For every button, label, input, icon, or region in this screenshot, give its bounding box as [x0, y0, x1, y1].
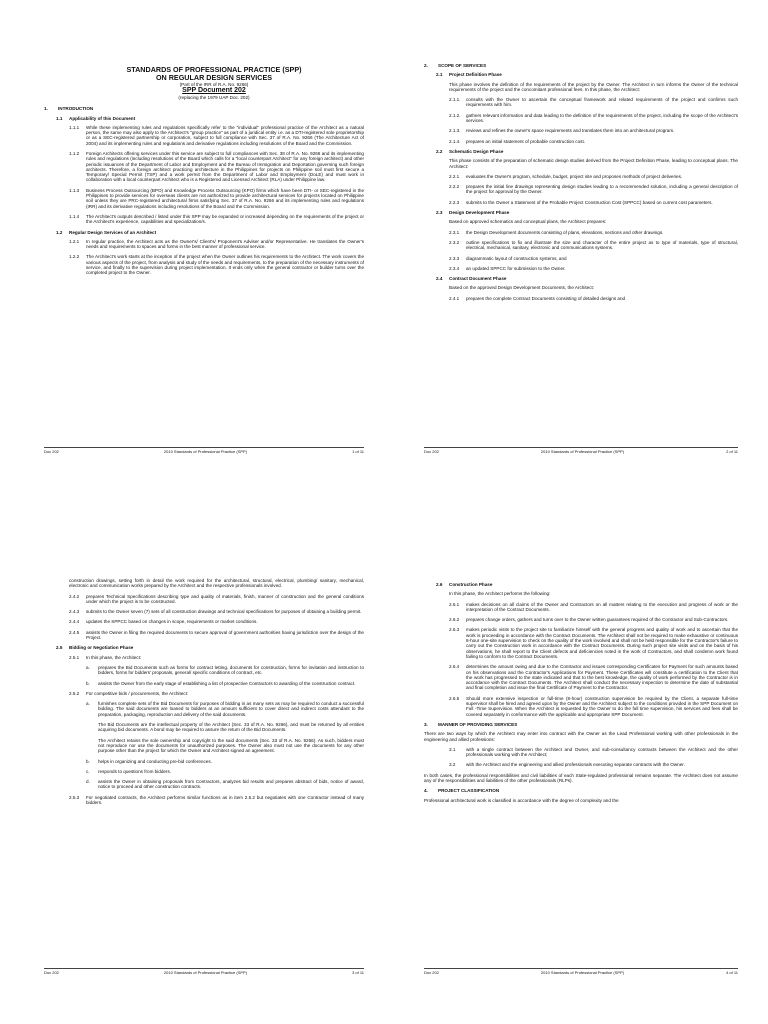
- subsection-heading: 1.1 Applicability of this Document: [56, 115, 136, 121]
- clause-item: 2.6.5 Should more extensive inspection or full-time (8-hour) construction supervision be required by the Client, a separate full-time supervisor shall be hired and agreed upon by the Owner and the Architect subject to the conditions provided in the SPP Document on Full -Time Supervision. When the Architect is requested by the Owner to do the full time supervision, his services and fees shall be covered separately in conformance with the applicable and appropriate SPP Document.: [449, 695, 738, 717]
- page-3: [0, 512, 384, 1024]
- subsection-heading: 1.2 Regular Design Services of an Architect: [56, 229, 157, 235]
- page-footer: [424, 968, 738, 975]
- clause-item: 2.4.5 assists the Owner in filing the required documents to secure approval of government authorities having jurisdiction over the design of the Project.: [69, 629, 364, 641]
- subsection-heading: 2.2 Schematic Design Phase: [436, 148, 504, 154]
- clause-item: 2.5.2 For competitive bids / procurements, the Architect:: [69, 690, 189, 696]
- page-footer: [44, 968, 364, 975]
- clause-item: 2.1.3. reviews and refines the owner's space requirements and translates them into an architectural program.: [449, 128, 675, 134]
- paragraph: Based on approved schematics and conceptual plans, the Architect prepares:: [449, 219, 607, 225]
- document-title-block: [64, 66, 364, 100]
- footer-page-number: 4 of 11: [726, 970, 738, 975]
- section-heading: 3. MANNER OF PROVIDING SERVICES: [424, 721, 518, 727]
- section-heading: 1. INTRODUCTION: [44, 106, 94, 112]
- clause-item: 2.6.1 makes decisions on all claims of the Owner and Contractors on all matters relating to the execution and progress of work or the interpretation of the Contract Documents.: [449, 601, 738, 612]
- clause-item: 2.5.1 In this phase, the Architect:: [69, 654, 142, 660]
- page-footer: [424, 447, 738, 454]
- footer-doc: Doc 202: [424, 449, 439, 454]
- clause-item: 2.6.3 makes periodic visits to the project site to familiarize himself with the general progress and quality of work and to ascertain that the work is proceeding in accordance with the Contract Documents. The Architect shall not be required to make exhaustive or continuous 8-hour one-site supervision to check on the quality of the work involved and shall not be held responsible for the Contractor's failure to carry out the Construction work in accordance with the Contract Documents. During such project site visits and on the basis of his observations, he shall report to the Client defects and deficiencies noted in the work of Contractors, and shall condemn work found failing to conform to the Contract Documents.: [449, 627, 738, 659]
- document-part-of: (Part of the IRR of R.A. No. 9266): [179, 82, 249, 87]
- section-heading: 2. SCOPE OF SERVICES: [424, 63, 487, 68]
- page-4: [384, 512, 768, 1024]
- paragraph: There are two ways by which the Architect may enter into contract with the Owner as the Lead Professional working with other professionals in the engineering and allied professions:: [424, 731, 738, 742]
- clause-item: 2.2.3 submits to the Owner a Statement of the Probable Project Construction Cost (SPPCC) based on current cost parameters.: [449, 199, 713, 205]
- page-footer: [44, 447, 364, 454]
- list-item: b. assists the Owner from the early stage of establishing a list of prospective Contractors to awarding of the construction contract.: [86, 680, 356, 686]
- subsection-heading: 2.5 Bidding or Negotiation Phase: [56, 645, 134, 651]
- footer-doc: Doc 202: [44, 449, 59, 454]
- clause-item: 1.2.1 In regular practice, the Architect acts as the Owner's/ Client's/ Proponent's Adviser and/or Representative. He translates the Owner's needs and requirements to spaces and forms in the best manner of professional service.: [69, 238, 364, 250]
- footer-page-number: 2 of 11: [726, 449, 738, 454]
- clause-item: 2.3.2 outline specifications to fix and illustrate the size and character of the entire project as to type of materials, type of structural, electrical, mechanical, sanitary, electronic and communications systems.: [449, 239, 738, 251]
- paragraph: Based on the approved Design Development Documents, the Architect:: [449, 285, 595, 291]
- clause-item: 2.1.1. consults with the Owner to ascertain the conceptual framework and related requirements of the project and confirms such requirements with him.: [449, 97, 738, 108]
- footer-title: 2010 Standards of Professional Practice (SPP): [163, 449, 248, 454]
- subsection-heading: 2.4 Contract Document Phase: [436, 276, 507, 282]
- list-item: a. prepares the Bid Documents such as forms for contract letting, documents for construction, forms for invitation and instruction to bidders, forms for bidders' proposals, general/ specific conditions of contract, etc.: [86, 664, 364, 676]
- clause-item: 3.2 with the Architect and the engineering and allied professionals executing separate contracts with the Owner.: [449, 762, 685, 768]
- paragraph: In both cases, the professional responsibilities and civil liabilities of each State-regulated professional remains separate. The Architect does not assume any of the responsibilities and liabilities of the other professionals (RLPs).: [424, 772, 738, 784]
- paragraph: In this phase, the Architect performs the following:: [449, 591, 551, 597]
- section-heading: 4. PROJECT CLASSIFICATION: [424, 788, 500, 794]
- footer-title: 2010 Standards of Professional Practice (SPP): [540, 449, 625, 454]
- clause-item: 2.3.1 the Design Development documents consisting of plans, elevations, sections and other drawings.: [449, 229, 664, 235]
- subsection-heading: 2.1 Project Definition Phase: [436, 72, 502, 78]
- paragraph: Professional architectural work is classified in accordance with the degree of complexity and the: [424, 797, 619, 803]
- list-item: b. helps in organizing and conducting pre-bid conferences.: [86, 758, 212, 764]
- list-item: c. responds to questions from bidders.: [86, 768, 172, 774]
- paragraph-continuation: construction drawings, setting forth in detail the work required for the architectural, structural, electrical, plumbing/ sanitary, mechanical, electronic and communication works prepared by the Architect and the respective professionals involved.: [69, 578, 364, 589]
- clause-item: 2.2.1 evaluates the Owner's program, schedule, budget, project site and proposes methods of project deliveries.: [449, 173, 683, 179]
- clause-item: 2.3.4 an updated SPPCC for submission to the Owner.: [449, 265, 566, 271]
- subsection-heading: 2.6 Construction Phase: [436, 582, 493, 587]
- clause-item: 2.4.3 submits to the Owner seven (7) sets of all construction drawings and technical specifications for purposes of obtaining a building permit.: [69, 609, 362, 615]
- clause-item: 2.3.3 diagrammatic layout of construction systems, and: [449, 255, 567, 261]
- footer-page-number: 1 of 11: [352, 449, 364, 454]
- clause-item: 2.6.4 determines the amount owing and due to the Contractor and issues corresponding Certificates for Payment for such amounts based on his observations and the Contractor's Applications for Payment. These Certificates will constitute a certification to the Client that the work has progressed to the state indicated and that to the best knowledge, the quality of work performed by the Contractor is in accordance with the Contract Documents. The Architect shall conduct the necessary inspection to determine the date of substantial and final completion and issue the final Certificate of Payment to the Contractor.: [449, 664, 738, 691]
- list-item: a. furnishes complete sets of the Bid Documents for purposes of bidding in as many sets as may be required to conduct a successful bidding. The said documents are loaned to bidders at an amount sufficient to cover direct and indirect costs attendant to the preparation, packaging, reproduction and delivery of the said documents.: [86, 701, 364, 717]
- document-number: SPP Document 202: [182, 87, 246, 95]
- clause-item: 1.1.2 Foreign Architects offering services under this service are subject to full compliances with Sec. 38 of R.A. No. 9266 and its implementing rules and regulations (including resolutions of the Board which calls for a "local counterpart Architect" for any foreign architect) and other periodic issuances of the Department of Labor and Employment and the Bureau of Immigration and Deportation governing such foreign architects. Therefore, a foreign architect practicing architecture in the Philippines for projects on Philippine soil must first secure a Temporary/ Special Permit (TSP) and a work permit from the Department of Labor and Employment (DoLE) and must work in collaboration with a local counterpart Architect who is a Registered and Licensed Architect (RLA) under Philippine law.: [69, 150, 364, 183]
- clause-item: 2.4.1 prepares the complete Contract Documents consisting of detailed designs and: [449, 295, 626, 301]
- paragraph: The Architect retains the sole ownership and copyright to the said documents (Sec. 33 of R.A. No. 9266). As such, bidders must not reproduce nor use the documents for unauthorized purposes. The Owner also must not use the documents for any other purpose other than the project for which the Owner and Architect signed an agreement.: [98, 737, 364, 754]
- clause-item: 1.1.4 The Architect's outputs described / listed under this SPP may be expanded or increased depending on the requirements of the project or the Architect's experience, capabilities and specialization/s.: [69, 213, 364, 225]
- paragraph: This phase involves the definition of the requirements of the project by the Owner. The Architect in turn informs the Owner of the technical requirements of the project and the concomitant professional fees. In this phase, the Architect:: [449, 81, 738, 92]
- clause-item: 2.4.4 updates the SPPCC based on changes in scope, requirements or market conditions.: [69, 619, 258, 625]
- clause-item: 1.1.3 Business Process Outsourcing (BPO) and Knowledge Process Outsourcing (KPO) firms which have been DTI- or SEC-registered in the Philippines to provide services for overseas clients are not authorized to provide architectural services for projects located on Philippine soil unless they are PRC-registered architectural firms satisfying Sec. 37 of R.A. No. 9266 and its implementing rules and regulations (IRR) and its derivative regulations including resolutions of the Board and the Commission.: [69, 187, 364, 209]
- document-title: STANDARDS OF PROFESSIONAL PRACTICE (SPP): [126, 65, 302, 74]
- paragraph: The Bid Documents are the intellectual property of the Architect (Sec. 33 of R.A. No. 9266), and must be returned by all entities acquiring bid documents. A bond may be required to assure the return of the Bid Documents.: [98, 722, 364, 733]
- footer-title: 2010 Standards of Professional Practice (SPP): [163, 970, 248, 975]
- document-subtitle: ON REGULAR DESIGN SERVICES: [155, 73, 273, 82]
- clause-item: 2.6.2 prepares change orders, gathers and turns over to the Owner written guarantees required of the Contractor and Sub-Contractors.: [449, 617, 729, 623]
- footer-page-number: 3 of 11: [352, 970, 364, 975]
- clause-item: 1.2.2 The Architect's work starts at the inception of the project when the Owner outlines his requirements to the Architect. The work covers the various aspects of the project, from analysis and study of the needs and requirements, to the preparation of the necessary instruments of service, and finally to the supervision during project implementation. It ends only when the general contractor or builder turns over the completed project to the Owner.: [69, 254, 364, 276]
- clause-item: 2.2.2 prepares the initial line drawings representing design studies leading to a recommended solution, including a general description of the project for approval by the Owner.: [449, 184, 738, 195]
- clause-item: 3.1 with a single contract between the Architect and Owner, and sub-consultancy contracts between the Architect and the other professionals working with the Architect;: [449, 746, 738, 758]
- list-item: d. assists the Owner in obtaining proposals from Contractors, analyzes bid results and prepares abstract of bids, notice of award, notice to proceed and other construction contracts.: [86, 779, 364, 790]
- clause-item: 2.5.3 For negotiated contracts, the Architect performs similar functions as in item 2.5.2 but negotiates with one Contractor instead of many bidders.: [69, 794, 364, 806]
- clause-item: 1.1.1 While these implementing rules and regulations specifically refer to the "individual" professional practice of the Architect as a natural person, the same may also apply to the Architect's "group practice" as part of a juridical entity i.e. as a DTI-registered sole proprietorship or as a SEC-registered partnership or corporation, subject to full compliance with Sec. 37 of R.A. No. 9266 (The Architecture Act of 2004) and its implementing rules and regulations and derivative regulations including resolutions of the Board and the Commission.: [69, 124, 364, 146]
- footer-title: 2010 Standards of Professional Practice (SPP): [540, 970, 625, 975]
- paragraph: This phase consists of the preparation of schematic design studies derived from the Project Definition Phase, leading to conceptual plans. The Architect:: [449, 158, 738, 169]
- footer-doc: Doc 202: [44, 970, 59, 975]
- document-replacing: (replacing the 1979 UAP Doc. 202): [178, 95, 250, 100]
- clause-item: 2.1.2. gathers relevant information and data leading to the definition of the requirements of the project, including the scope of the Architect's services.: [449, 112, 738, 124]
- subsection-heading: 2.3 Design Development Phase: [436, 210, 510, 216]
- clause-item: 2.4.2 prepares Technical Specifications describing type and quality of materials, finish, manner of construction and the general conditions under which the project is to be constructed.: [69, 593, 364, 604]
- page-2: [384, 0, 768, 512]
- clause-item: 2.1.4. prepares an initial statement of probable construction cost.: [449, 138, 585, 144]
- footer-doc: Doc 202: [424, 970, 439, 975]
- page-1: [0, 0, 384, 512]
